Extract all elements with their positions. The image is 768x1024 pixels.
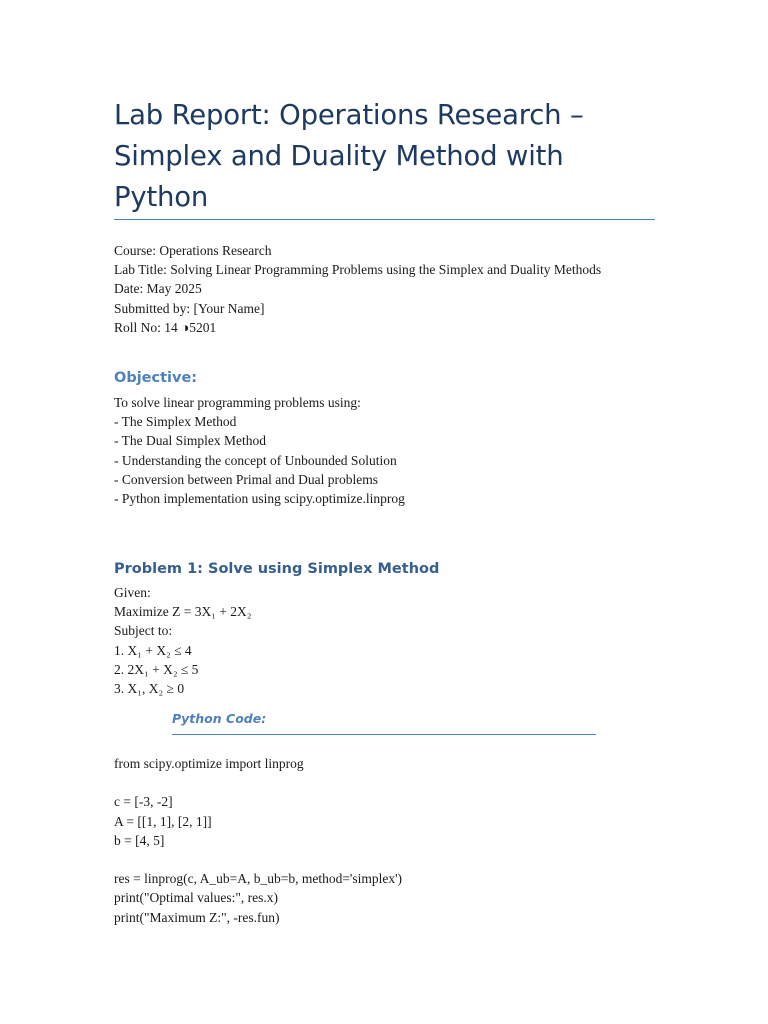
objective-function: Maximize Z = 3X₁ + 2X₂ [114, 604, 252, 620]
constraint-line: 3. X₁, X₂ ≥ 0 [114, 681, 185, 697]
objective-item: - Python implementation using scipy.optimize.linprog [114, 491, 405, 507]
python-code-heading: Python Code: [172, 711, 267, 726]
objective-item: - The Simplex Method [114, 414, 237, 430]
objective-heading: Objective: [114, 370, 198, 386]
course-line: Course: Operations Research [114, 243, 272, 258]
code-line: A = [[1, 1], [2, 1]] [114, 813, 212, 829]
code-line [114, 850, 402, 869]
problem-1-heading: Problem 1: Solve using Simplex Method [114, 561, 440, 577]
submitted-by-line: Submitted by: [Your Name] [114, 300, 265, 316]
objective-intro: To solve linear programming problems using: [114, 395, 361, 410]
code-line: c = [-3, -2] [114, 794, 173, 810]
code-line: res = linprog(c, A_ub=A, b_ub=b, method='simplex') [114, 871, 403, 887]
objective-section [114, 393, 405, 508]
title-underline [114, 219, 655, 220]
subject-to-label: Subject to: [114, 623, 173, 639]
given-label: Given: [114, 585, 151, 600]
constraint-line: 2. 2X₁ + X₂ ≤ 5 [114, 661, 199, 677]
objective-item: - The Dual Simplex Method [114, 433, 266, 449]
code-line: print("Maximum Z:", -res.fun) [114, 909, 280, 925]
code-line: b = [4, 5] [114, 832, 165, 848]
objective-item: - Conversion between Primal and Dual problems [114, 471, 378, 487]
code-line [114, 773, 402, 792]
document-title: Lab Report: Operations Research – Simplex and Duality Method with Python [114, 99, 584, 213]
python-code-underline [172, 734, 596, 735]
lab-title-line: Lab Title: Solving Linear Programming Problems using the Simplex and Duality Methods [114, 262, 602, 278]
code-block [114, 754, 402, 927]
roll-no-line: Roll No: 14 ◑5201 [114, 319, 217, 335]
date-line: Date: May 2025 [114, 281, 202, 297]
objective-item: - Understanding the concept of Unbounded Solution [114, 452, 397, 468]
constraint-line: 1. X₁ + X₂ ≤ 4 [114, 642, 192, 658]
code-line: print("Optimal values:", res.x) [114, 890, 278, 906]
code-line: from scipy.optimize import linprog [114, 756, 304, 771]
report-metadata [114, 241, 601, 337]
problem-1-statement [114, 583, 252, 698]
